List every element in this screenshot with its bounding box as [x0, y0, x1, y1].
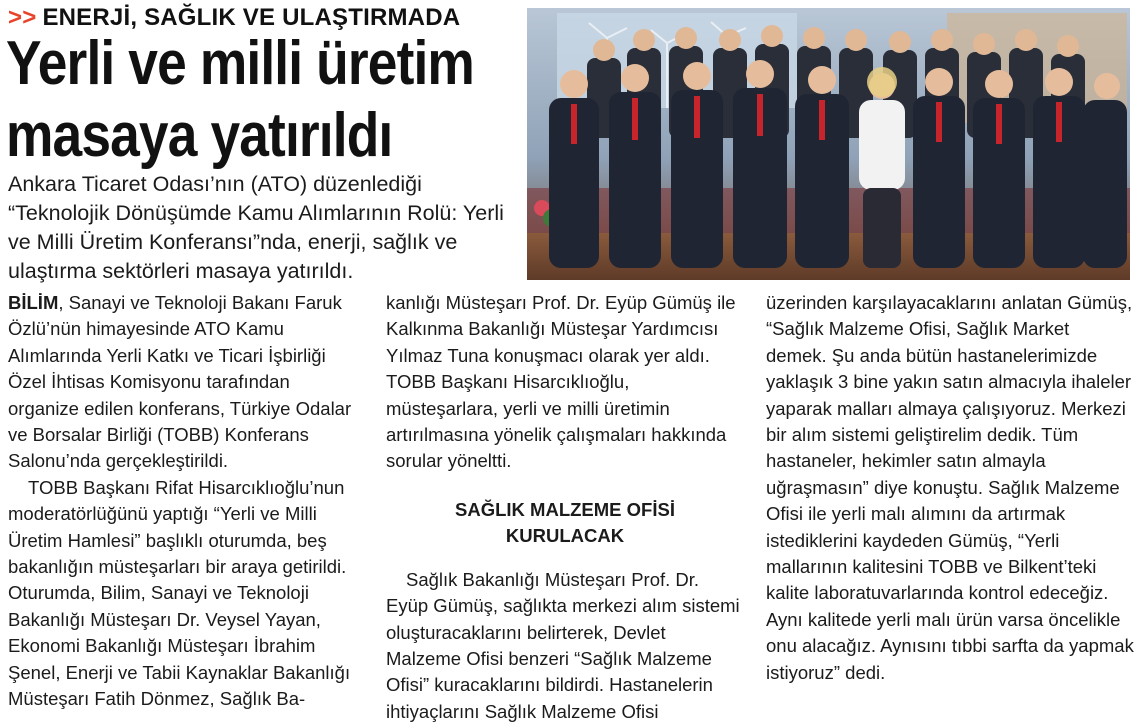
article-column-3	[766, 290, 1134, 686]
paragraph-5: üzerinden karşılayacaklarını anlatan Gümüş, “Sağlık Malzeme Ofisi, Sağlık Market demek. Şu anda bütün hastanelerimizde yaklaşık 3 bine yakın satın almacıyla ihaleler yaparak malları almaya çalışıyoruz. Merkezi bir alım sistemi geliştirelim dedik. Tüm hastaneler, hekimler satın almayla uğraşmasın” diye konuştu. Sağlık Malzeme Ofisi ile yerli malı alımını da artırmak istediklerini kaydeden Gümüş, “Yerli mallarının kalitesini TOBB ve Bilkent’teki kalite laboratuvarlarında kontrol edeceğiz. Aynı kalitede yerli malı ürün varsa öncelikle onu alacağız. Aynısını tıbbi sarfta da yapmak istiyoruz” dedi.	[766, 292, 1134, 683]
paragraph-1	[8, 290, 364, 475]
drop-lead-word: BİLİM	[8, 292, 59, 313]
kicker-text: ENERJİ, SAĞLIK VE ULAŞTIRMADA	[42, 4, 461, 31]
paragraph-2: TOBB Başkanı Rifat Hisarcıklıoğlu’nun moderatörlüğünü yaptığı “Yerli ve Milli Üretim Hamlesi” başlıklı oturumda, beş bakanlığın müsteşarları bir araya getirildi. Oturumda, Bilim, Sanayi ve Teknoloji Bakanlığı Müsteşarı Dr. Veysel Yayan, Ekonomi Bakanlığı Müsteşarı İbrahim Şenel, Enerji ve Tabii Kaynaklar Bakanlığı Müsteşarı Fatih Dönmez, Sağlık Ba-	[8, 476, 351, 710]
lead-paragraph: Ankara Ticaret Odası’nın (ATO) düzenlediği “Teknolojik Dönüşümde Kamu Alımlarının Rolü: Yerli ve Milli Üretim Konferansı”nda, enerji, sağlık ve ulaştırma sektörleri masaya yatırıldı.	[8, 172, 504, 283]
paragraph-4: Sağlık Bakanlığı Müsteşarı Prof. Dr. Eyüp Gümüş, sağlıkta merkezi alım sistemi oluşturacaklarını belirterek, Devlet Malzeme Ofisi benzeri “Sağlık Malzeme Ofisi” kuracaklarını bildirdi. Hastanelerin ihtiyaçlarını Sağlık Malzeme Ofisi	[386, 568, 740, 722]
subheading-line-1: SAĞLIK MALZEME OFİSİ	[455, 498, 675, 520]
paragraph-3: kanlığı Müsteşarı Prof. Dr. Eyüp Gümüş ile Kalkınma Bakanlığı Müsteşar Yardımcısı Yılmaz Tuna konuşmacı olarak yer aldı. TOBB Başkanı Hisarcıklıoğlu, müsteşarlara, yerli ve milli üretimin artırılmasına yönelik çalışmaları hakkında sorular yöneltti.	[386, 292, 736, 472]
article-column-1	[8, 290, 364, 713]
headline	[6, 28, 474, 172]
headline-line-2: masaya yatırıldı	[6, 101, 393, 170]
headline-line-1: Yerli ve milli üretim	[6, 29, 474, 98]
subheading-line-2: KURULACAK	[505, 524, 625, 546]
group-photo	[527, 8, 1130, 280]
subheading	[386, 497, 744, 549]
article-column-2	[386, 290, 744, 725]
paragraph-1-text: , Sanayi ve Teknoloji Bakanı Faruk Özlü’nün himayesinde ATO Kamu Alımlarında Yerli Katkı ve Ticari İşbirliği Özel İhtisas Komisyonu tarafından organize edilen konferans, Türkiye Odalar ve Borsalar Birliği (TOBB) Konferans Salonu’nda gerçekleştirildi.	[8, 292, 352, 472]
kicker-arrows: >>	[8, 4, 37, 31]
